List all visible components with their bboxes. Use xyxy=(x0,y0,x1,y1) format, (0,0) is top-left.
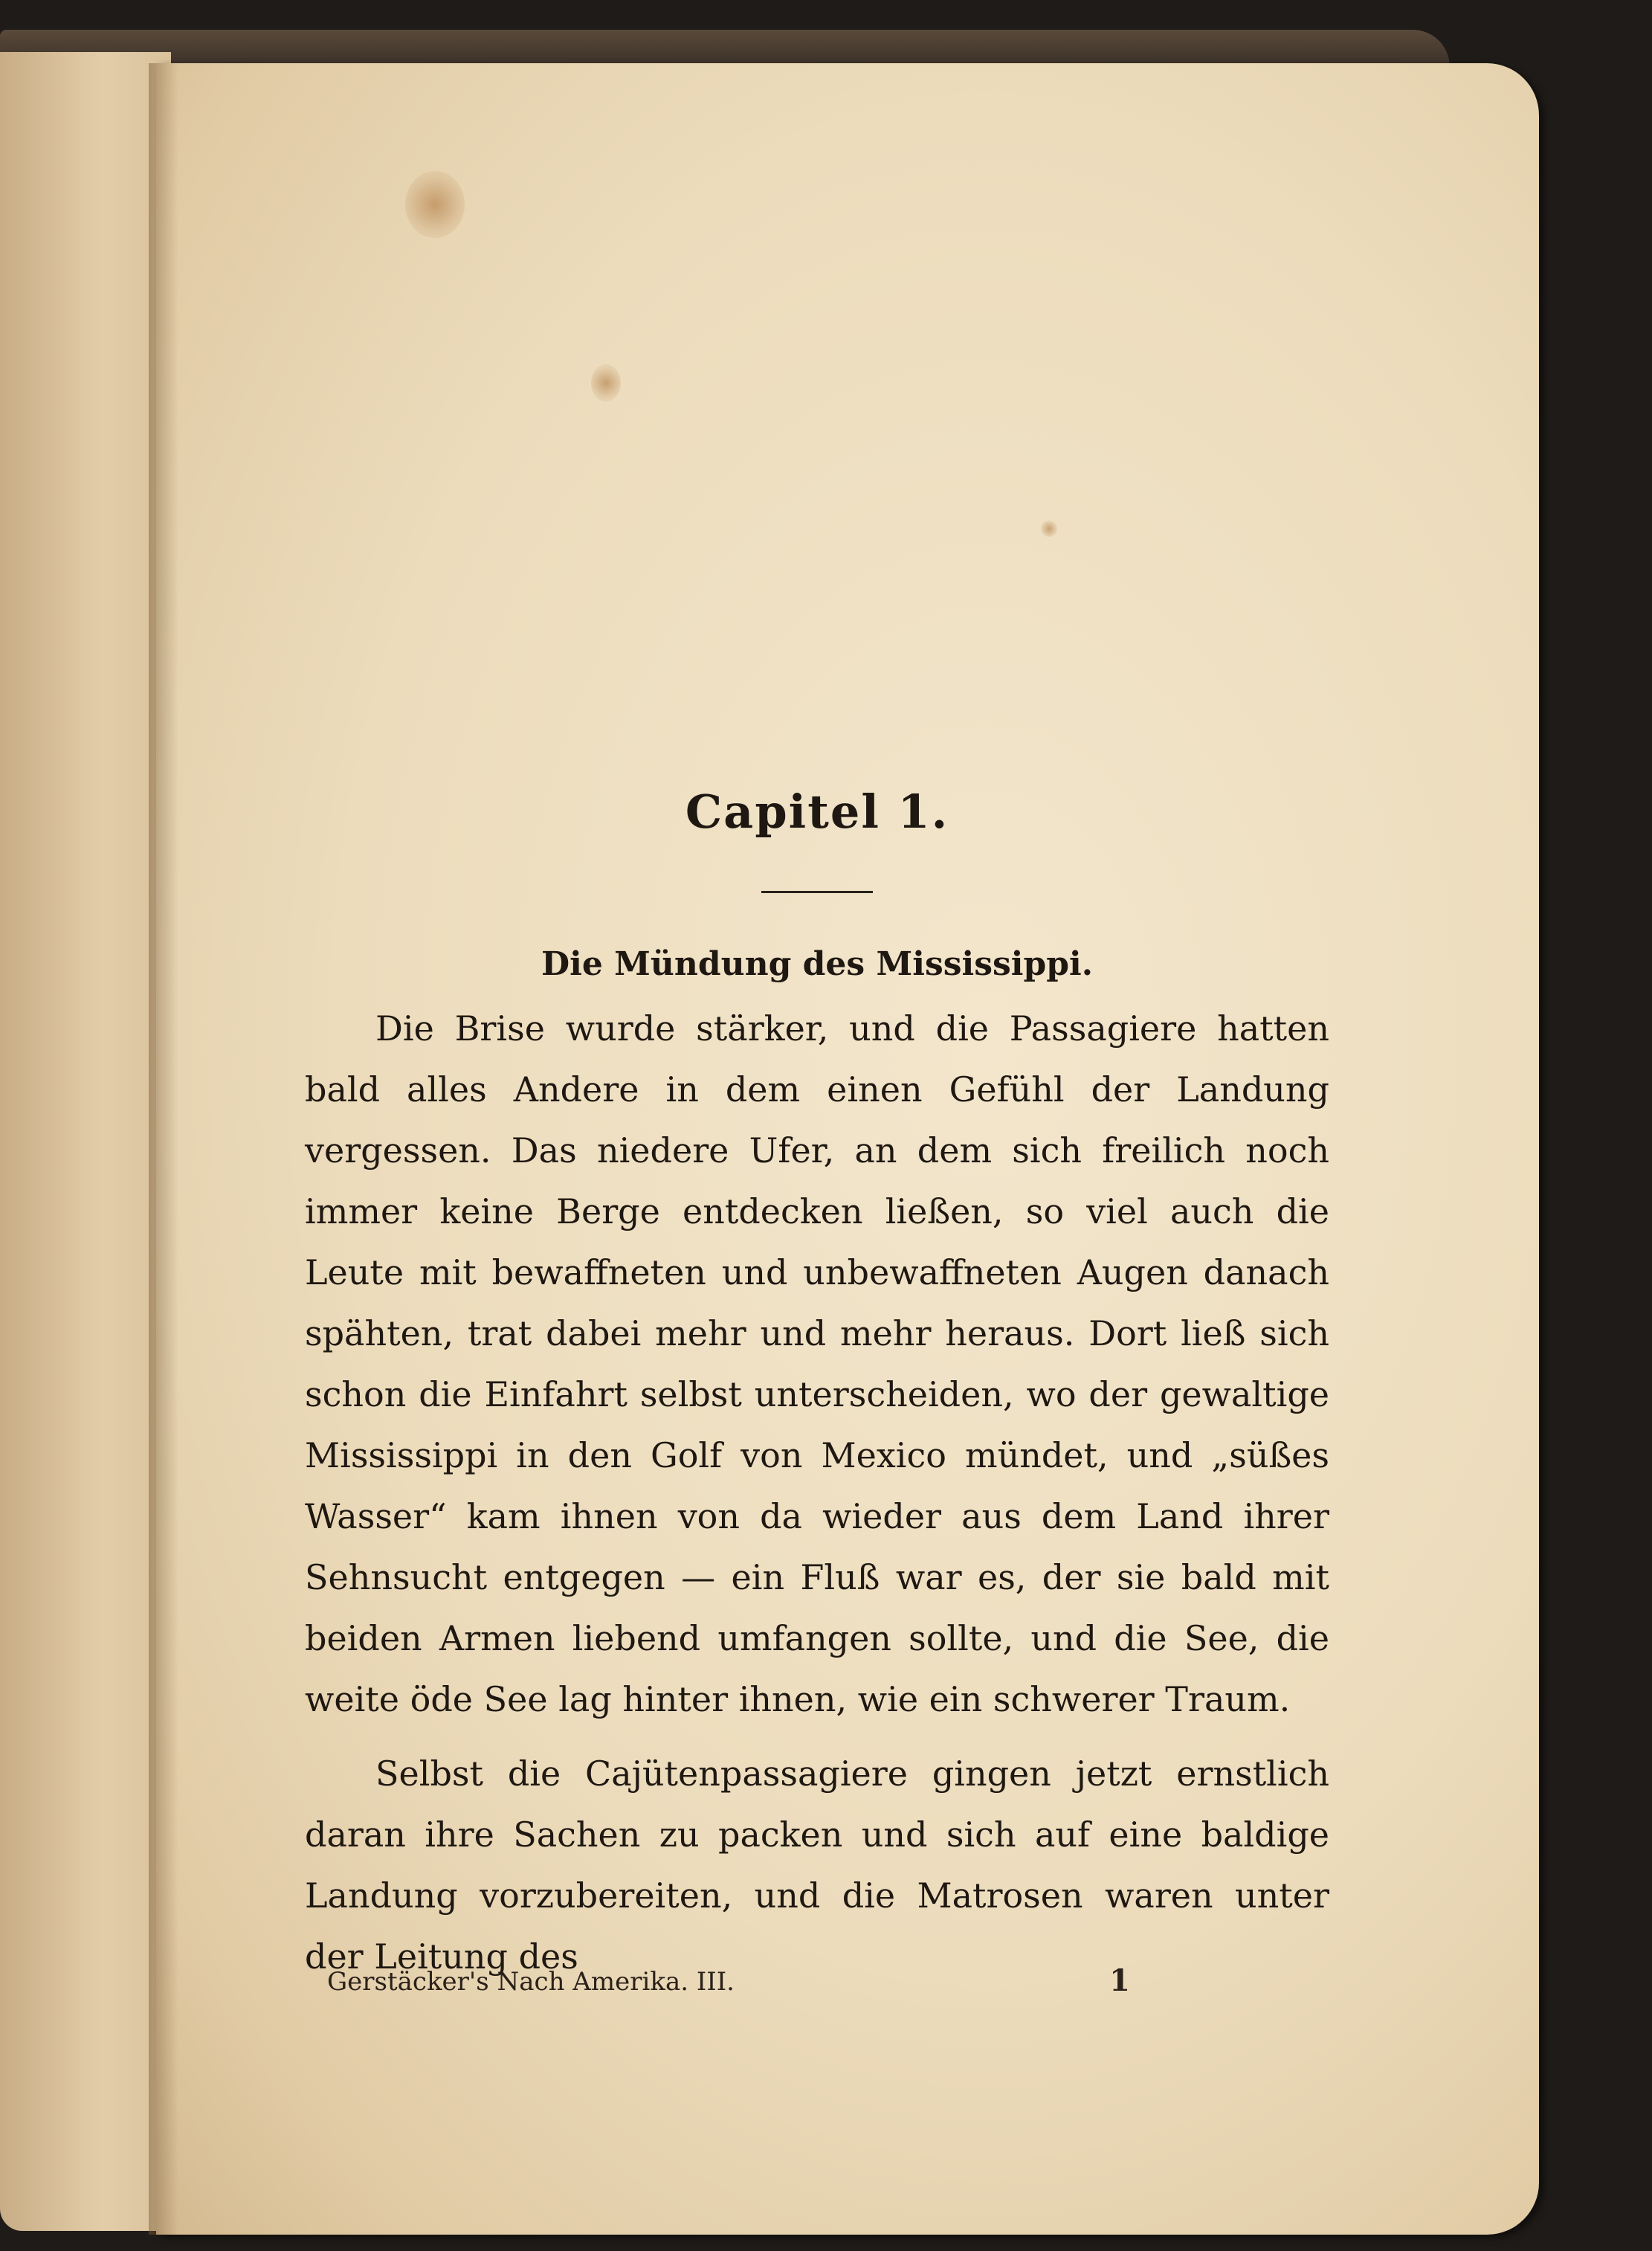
paragraph: Selbst die Cajütenpassagiere gingen jetzt ernstlich daran ihre Sachen zu packen und sich auf eine baldige Landung vorzubereiten, und die Matrosen waren unter der Leitung des xyxy=(305,1754,1329,1977)
book-gutter xyxy=(149,63,178,2235)
foxing-stain xyxy=(591,364,621,402)
paragraph: Die Brise wurde stärker, und die Passagiere hatten bald alles Andere in dem einen Gefühl der Landung vergessen. Das niedere Ufer, an dem sich freilich noch immer keine Berge entdecken ließen, so viel auch die Leute mit bewaffneten und unbewaffneten Augen danach spähten, trat dabei mehr und mehr heraus. Dort ließ sich schon die Einfahrt selbst unterscheiden, wo der gewaltige Mississippi in den Golf von Mexico mündet, und „süßes Wasser“ kam ihnen von da wieder aus dem Land ihrer Sehnsucht entgegen — ein Fluß war es, der sie bald mit beiden Armen liebend umfangen sollte, und die See, die weite öde See lag hinter ihnen, wie ein schwerer Traum. xyxy=(305,1008,1329,1719)
chapter-rule xyxy=(761,891,873,893)
page-number: 1 xyxy=(1109,1963,1130,1998)
foxing-stain xyxy=(405,171,465,238)
page-body xyxy=(305,785,1329,1987)
running-title: Gerstäcker's Nach Amerika. III. xyxy=(327,1967,735,1997)
left-page xyxy=(0,52,171,2231)
chapter-heading: Capitel 1. xyxy=(685,785,949,839)
section-title: Die Mündung des Mississippi. xyxy=(541,945,1094,983)
foxing-stain xyxy=(1041,521,1057,537)
book-top-edge xyxy=(0,30,1450,67)
